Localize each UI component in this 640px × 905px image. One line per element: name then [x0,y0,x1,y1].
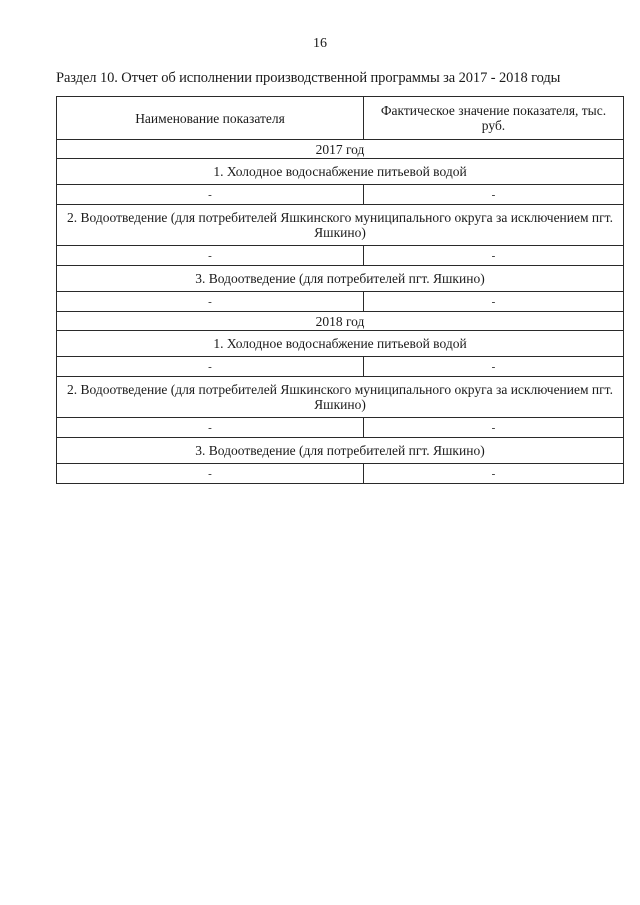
table-header-row [57,97,624,140]
group-row [57,205,624,246]
group-title: 3. Водоотведение (для потребителей пгт. Яшкино) [57,438,624,464]
indicator-name-cell: - [57,185,364,205]
indicator-value-cell: - [364,418,624,438]
header-indicator-name: Наименование показателя [57,97,364,140]
indicator-name-cell: - [57,357,364,377]
group-title: 1. Холодное водоснабжение питьевой водой [57,331,624,357]
year-label: 2017 год [57,140,624,159]
indicator-value-cell: - [364,292,624,312]
report-table [56,96,624,484]
table-row [57,246,624,266]
group-row [57,266,624,292]
group-row [57,377,624,418]
indicator-value-cell: - [364,357,624,377]
group-row [57,438,624,464]
year-row-2017 [57,140,624,159]
group-title: 3. Водоотведение (для потребителей пгт. Яшкино) [57,266,624,292]
indicator-name-cell: - [57,464,364,484]
indicator-value-cell: - [364,185,624,205]
group-row [57,159,624,185]
group-title: 2. Водоотведение (для потребителей Яшкинского муниципального округа за исключением пгт. Яшкино) [57,205,624,246]
indicator-name-cell: - [57,292,364,312]
section-title: Раздел 10. Отчет об исполнении производственной программы за 2017 - 2018 годы [56,70,561,86]
header-actual-value: Фактическое значение показателя, тыс. руб. [364,97,624,140]
indicator-value-cell: - [364,246,624,266]
table-row [57,292,624,312]
table-row [57,185,624,205]
group-title: 1. Холодное водоснабжение питьевой водой [57,159,624,185]
group-title: 2. Водоотведение (для потребителей Яшкинского муниципального округа за исключением пгт. Яшкино) [57,377,624,418]
group-row [57,331,624,357]
table-row [57,357,624,377]
indicator-name-cell: - [57,418,364,438]
indicator-name-cell: - [57,246,364,266]
indicator-value-cell: - [364,464,624,484]
table-row [57,418,624,438]
year-row-2018 [57,312,624,331]
year-label: 2018 год [57,312,624,331]
page-number: 16 [313,36,327,51]
table-row [57,464,624,484]
